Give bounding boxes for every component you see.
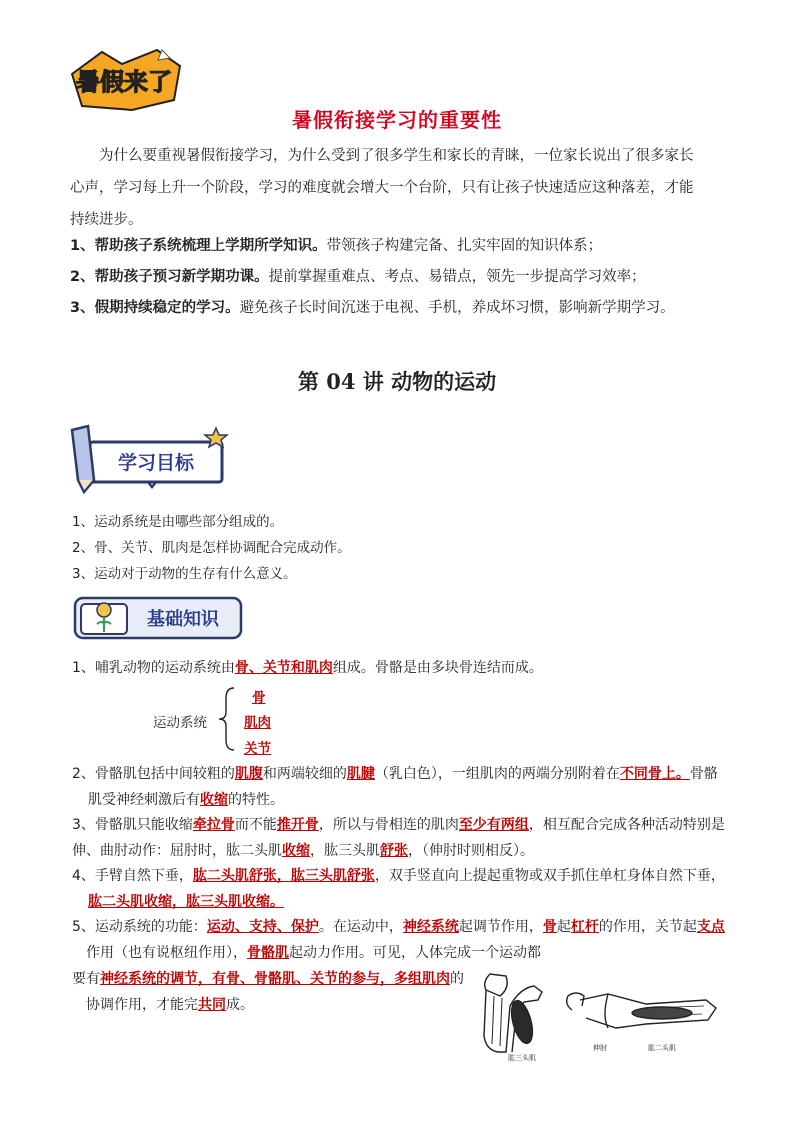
intro-line-1: 为什么要重视暑假衔接学习，为什么受到了很多学生和家长的青睐，一位家长说出了很多家长 bbox=[99, 148, 694, 164]
knowledge-point-3: 3、骨骼肌只能收缩牵拉骨而不能推开骨，所以与骨相连的肌肉至少有两组，相互配合完成各种活动特别是 伸、曲肘动作：屈肘时，肱二头肌收缩，肱三头肌舒张，（伸肘时则相反）。 bbox=[72, 817, 725, 859]
knowledge-point-4: 4、手臂自然下垂，肱二头肌舒张，肱三头肌舒张，双手竖直向上提起重物或双手抓住单杠身体自然下垂， 肱二头肌收缩，肱三头肌收缩。 bbox=[72, 868, 725, 910]
arm-muscle-figure bbox=[476, 966, 722, 1062]
basic-knowledge-label: 基础知识 bbox=[147, 609, 219, 630]
banner-title: 暑假衔接学习的重要性 bbox=[292, 108, 502, 132]
brace-label: 运动系统 bbox=[153, 715, 207, 731]
goal-item-1: 1、运动系统是由哪些部分组成的。 bbox=[72, 514, 284, 530]
figure-label-extend: 伸肘 bbox=[593, 1044, 607, 1052]
knowledge-point-1: 1、哺乳动物的运动系统由骨、关节和肌肉组成。骨骼是由多块骨连结而成。 bbox=[72, 660, 543, 676]
lecture-title: 第 04 讲 动物的运动 bbox=[297, 369, 497, 394]
basic-knowledge-badge bbox=[73, 594, 245, 642]
goal-item-3: 3、运动对于动物的生存有什么意义。 bbox=[72, 566, 297, 582]
intro-line-2: 心声，学习每上升一个阶段，学习的难度就会增大一个台阶，只有让孩子快速适应这种落差，才能 bbox=[70, 180, 694, 196]
brace-item-joint: 关节 bbox=[244, 741, 271, 757]
learning-goals-label: 学习目标 bbox=[117, 452, 195, 474]
intro-line-3: 持续进步。 bbox=[70, 212, 143, 228]
curly-brace bbox=[216, 686, 238, 752]
logo-text: 暑假来了 bbox=[76, 68, 172, 96]
goal-item-2: 2、骨、关节、肌肉是怎样协调配合完成动作。 bbox=[72, 540, 351, 556]
intro-paragraph bbox=[70, 140, 730, 236]
figure-label-biceps: 肱二头肌 bbox=[648, 1044, 676, 1052]
learning-goals-badge bbox=[70, 424, 232, 494]
benefit-item-2: 2、帮助孩子预习新学期功课。提前掌握重难点、考点、易错点，领先一步提高学习效率； bbox=[70, 269, 646, 285]
figure-label-triceps: 肱三头肌 bbox=[508, 1054, 536, 1062]
brace-item-bone: 骨 bbox=[252, 690, 266, 706]
brace-item-muscle: 肌肉 bbox=[244, 715, 271, 731]
benefit-item-3: 3、假期持续稳定的学习。避免孩子长时间沉迷于电视、手机，养成坏习惯，影响新学期学习。 bbox=[70, 300, 675, 316]
knowledge-point-5: 5、运动系统的功能：运动、支持、保护。在运动中，神经系统起调节作用，骨起杠杆的作用，关节起支点 作用（也有说枢纽作用），骨骼肌起动力作用。可见，人体完成一个运动都 要有神经系统的调节，有骨、骨骼肌、关节的参与，多组肌肉的 协调作用，才能完共同成。 bbox=[72, 919, 725, 1013]
knowledge-point-2: 2、骨骼肌包括中间较粗的肌腹和两端较细的肌腱（乳白色），一组肌肉的两端分别附着在不同骨上。骨骼 肌受神经刺激后有收缩的特性。 bbox=[72, 766, 718, 808]
benefit-item-1: 1、帮助孩子系统梳理上学期所学知识。带领孩子构建完备、扎实牢固的知识体系； bbox=[70, 238, 603, 254]
